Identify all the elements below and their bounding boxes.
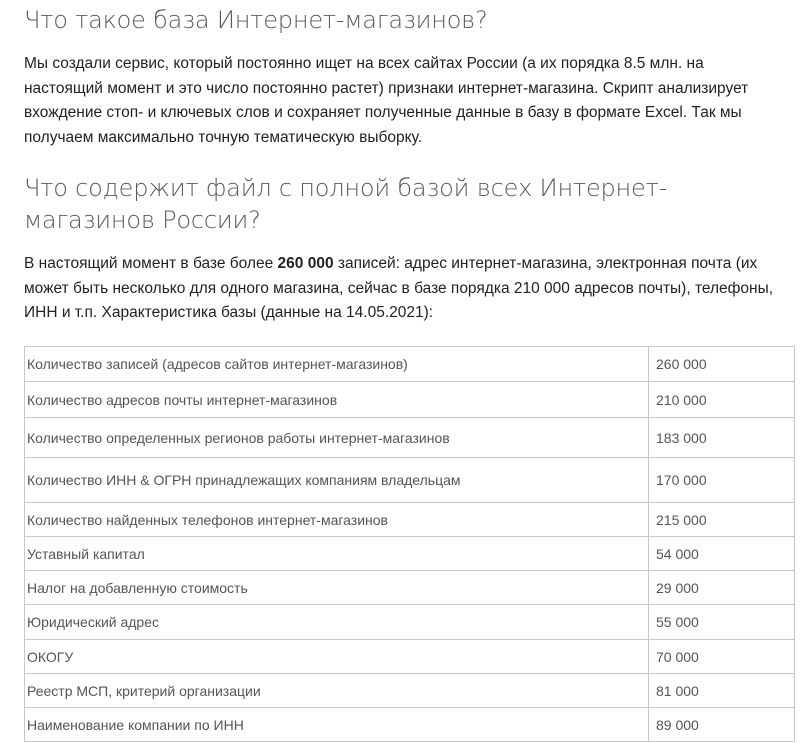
table-row bbox=[25, 418, 795, 458]
row-label: Юридический адрес bbox=[25, 605, 649, 640]
records-count-highlight: 260 000 bbox=[277, 255, 334, 272]
row-label: ОКОГУ bbox=[25, 640, 649, 674]
section-paragraph-service: Мы создали сервис, который постоянно ищет на всех сайтах России (а их порядка 8.5 млн. на настоящий момент и это число постоянно растет) признаки интернет-магазина. Скрипт анализирует вхождение стоп- и ключевых слов и сохраняет полученные данные в базу в формате Excel. Так мы получаем максимально точную тематическую выборку. bbox=[24, 55, 749, 146]
table-row bbox=[25, 708, 795, 742]
table-row bbox=[25, 537, 795, 571]
row-value: 215 000 bbox=[649, 503, 795, 537]
paragraph-text-end: записей: адрес интернет-магазина, электронная почта (их может быть несколько для одного магазина, сейчас в базе порядка 210 000 адресов почты), телефоны, ИНН и т.п. Характеристика базы (данные на 14.05.2021): bbox=[24, 255, 774, 321]
table-row bbox=[25, 674, 795, 708]
row-label: Наименование компании по ИНН bbox=[25, 708, 649, 742]
table-row bbox=[25, 458, 795, 503]
table-row bbox=[25, 605, 795, 640]
row-value: 89 000 bbox=[649, 708, 795, 742]
row-value: 54 000 bbox=[649, 537, 795, 571]
row-label: Налог на добавленную стоимость bbox=[25, 571, 649, 605]
paragraph-text-start: В настоящий момент в базе более bbox=[24, 255, 278, 272]
database-stats-table bbox=[24, 346, 795, 742]
row-value: 210 000 bbox=[649, 382, 795, 418]
table-row bbox=[25, 382, 795, 418]
section-heading-what-is: Что такое база Интернет-магазинов? bbox=[24, 6, 488, 34]
row-value: 170 000 bbox=[649, 458, 795, 503]
row-value: 29 000 bbox=[649, 571, 795, 605]
table-row bbox=[25, 640, 795, 674]
row-label: Количество адресов почты интернет-магазинов bbox=[25, 382, 649, 418]
table-row bbox=[25, 347, 795, 382]
table-row bbox=[25, 503, 795, 537]
row-label: Реестр МСП, критерий организации bbox=[25, 674, 649, 708]
section-paragraph-database bbox=[24, 252, 796, 326]
row-label: Уставный капитал bbox=[25, 537, 649, 571]
row-value: 81 000 bbox=[649, 674, 795, 708]
row-value: 183 000 bbox=[649, 418, 795, 458]
section-heading-file-contents: Что содержит файл с полной базой всех Интернет- магазинов России? bbox=[24, 174, 668, 234]
table-row bbox=[25, 571, 795, 605]
row-label: Количество записей (адресов сайтов интернет-магазинов) bbox=[25, 347, 649, 382]
row-label: Количество найденных телефонов интернет-магазинов bbox=[25, 503, 649, 537]
row-value: 55 000 bbox=[649, 605, 795, 640]
row-label: Количество определенных регионов работы интернет-магазинов bbox=[25, 418, 649, 458]
row-label: Количество ИНН & ОГРН принадлежащих компаниям владельцам bbox=[25, 458, 649, 503]
row-value: 260 000 bbox=[649, 347, 795, 382]
row-value: 70 000 bbox=[649, 640, 795, 674]
